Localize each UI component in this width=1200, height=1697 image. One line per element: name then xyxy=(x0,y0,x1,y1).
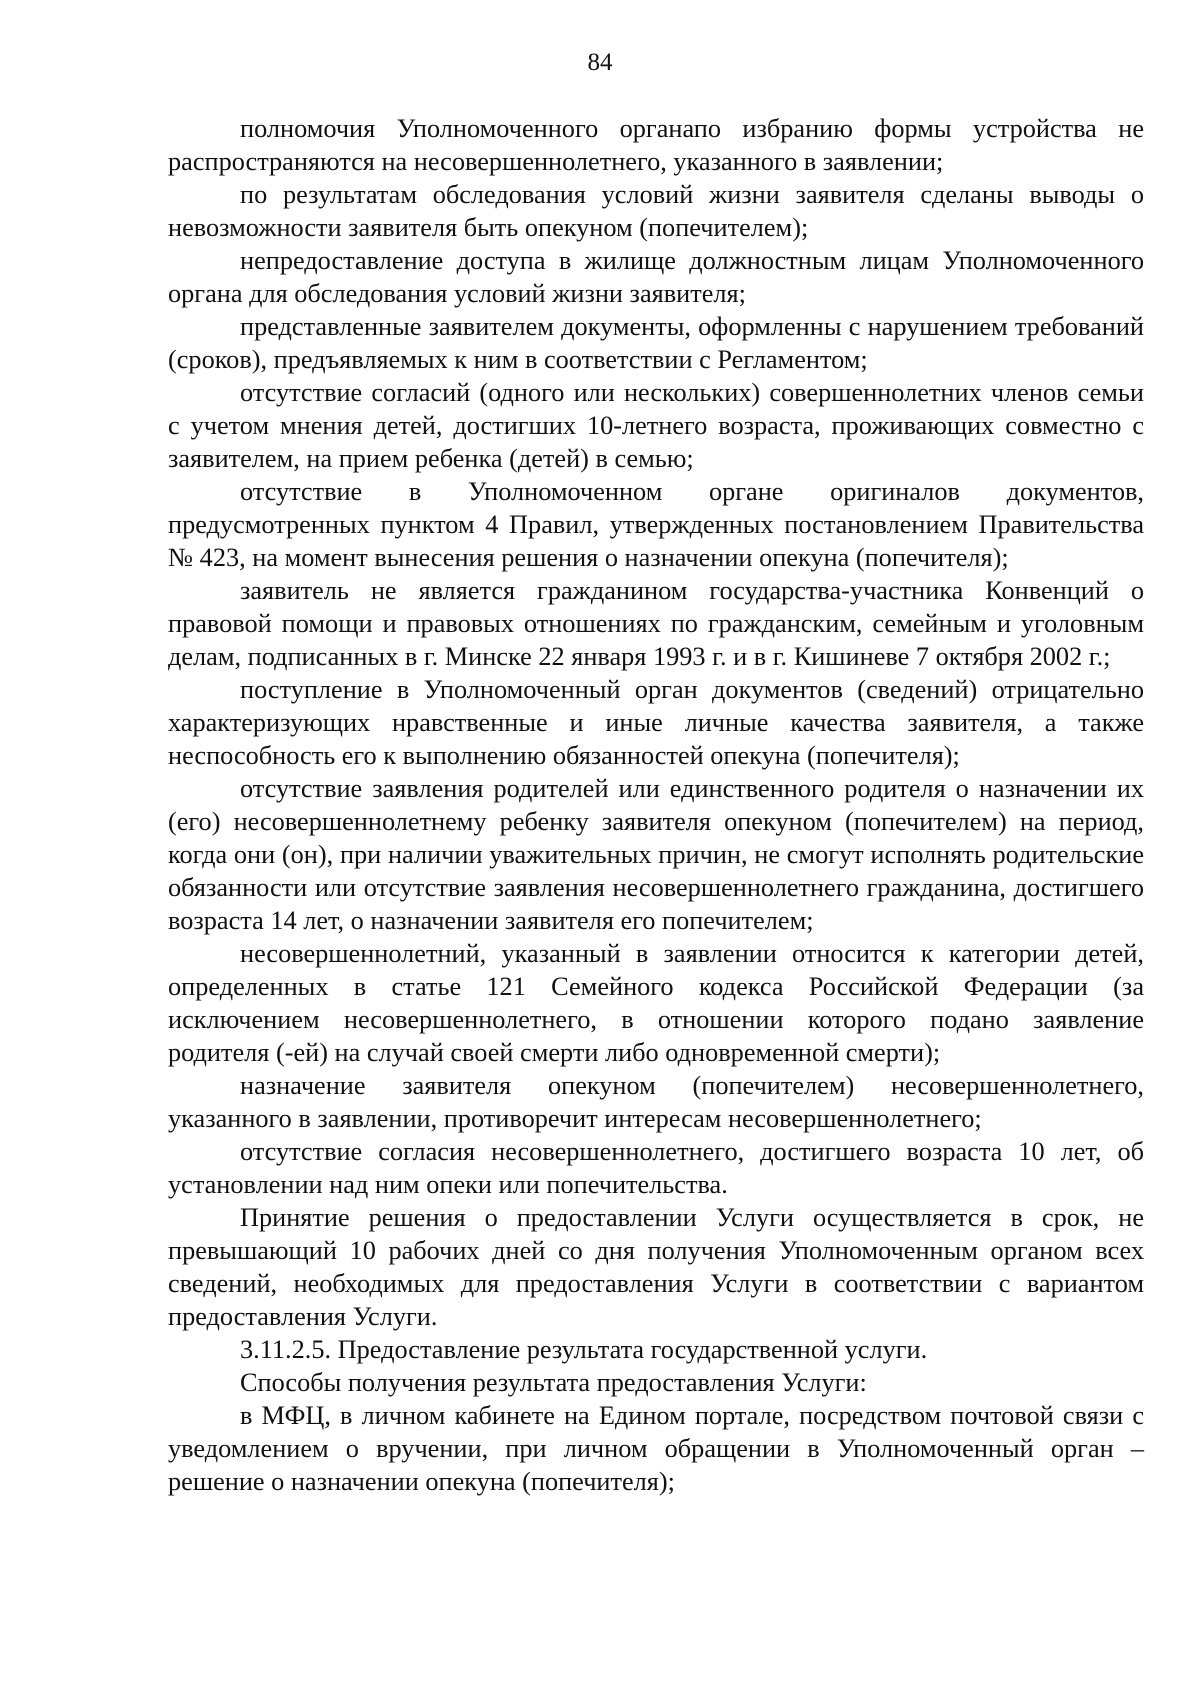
paragraph: Способы получения результата предоставления Услуги: xyxy=(240,1368,867,1397)
paragraph: представленные заявителем документы, оформленны с нарушением требований (сроков), предъявляемых к ним в соответствии с Регламентом; xyxy=(168,312,1144,374)
document-body xyxy=(168,112,1144,1498)
paragraph: отсутствие согласия несовершеннолетнего, достигшего возраста 10 лет, об установлении над ним опеки или попечительства. xyxy=(168,1137,1144,1199)
paragraph: несовершеннолетний, указанный в заявлении относится к категории детей, определенных в статье 121 Семейного кодекса Российской Федерации (за исключением несовершеннолетнего, в отношении которого подано заявление родителя (-ей) на случай своей смерти либо одновременной смерти); xyxy=(168,939,1144,1067)
paragraph: отсутствие в Уполномоченном органе оригиналов документов, предусмотренных пунктом 4 Правил, утвержденных постановлением Правительства № 423, на момент вынесения решения о назначении опекуна (попечителя); xyxy=(168,477,1144,572)
paragraph: назначение заявителя опекуном (попечителем) несовершеннолетнего, указанного в заявлении, противоречит интересам несовершеннолетнего; xyxy=(168,1071,1144,1133)
paragraph: непредоставление доступа в жилище должностным лицам Уполномоченного органа для обследования условий жизни заявителя; xyxy=(168,246,1144,308)
paragraph: по результатам обследования условий жизни заявителя сделаны выводы о невозможности заявителя быть опекуном (попечителем); xyxy=(168,180,1144,242)
paragraph: поступление в Уполномоченный орган документов (сведений) отрицательно характеризующих нравственные и иные личные качества заявителя, а также неспособность его к выполнению обязанностей опекуна (попечителя); xyxy=(168,675,1144,770)
paragraph: отсутствие заявления родителей или единственного родителя о назначении их (его) несовершеннолетнему ребенку заявителя опекуном (попечителем) на период, когда они (он), при наличии уважительных причин, не смогут исполнять родительские обязанности или отсутствие заявления несовершеннолетнего гражданина, достигшего возраста 14 лет, о назначении заявителя его попечителем; xyxy=(168,774,1144,935)
paragraph: 3.11.2.5. Предоставление результата государственной услуги. xyxy=(240,1335,928,1364)
paragraph: Принятие решения о предоставлении Услуги осуществляется в срок, не превышающий 10 рабочих дней со дня получения Уполномоченным органом всех сведений, необходимых для предоставления Услуги в соответствии с вариантом предоставления Услуги. xyxy=(168,1203,1144,1331)
paragraph: заявитель не является гражданином государства-участника Конвенций о правовой помощи и правовых отношениях по гражданским, семейным и уголовным делам, подписанных в г. Минске 22 января 1993 г. и в г. Кишиневе 7 октября 2002 г.; xyxy=(168,576,1144,671)
page-number: 84 xyxy=(587,49,613,76)
paragraph: отсутствие согласий (одного или нескольких) совершеннолетних членов семьи с учетом мнения детей, достигших 10-летнего возраста, проживающих совместно с заявителем, на прием ребенка (детей) в семью; xyxy=(168,378,1144,473)
paragraph: полномочия Уполномоченного органапо избранию формы устройства не распространяются на несовершеннолетнего, указанного в заявлении; xyxy=(168,114,1144,176)
paragraph: в МФЦ, в личном кабинете на Едином портале, посредством почтовой связи с уведомлением о вручении, при личном обращении в Уполномоченный орган – решение о назначении опекуна (попечителя); xyxy=(168,1401,1144,1496)
